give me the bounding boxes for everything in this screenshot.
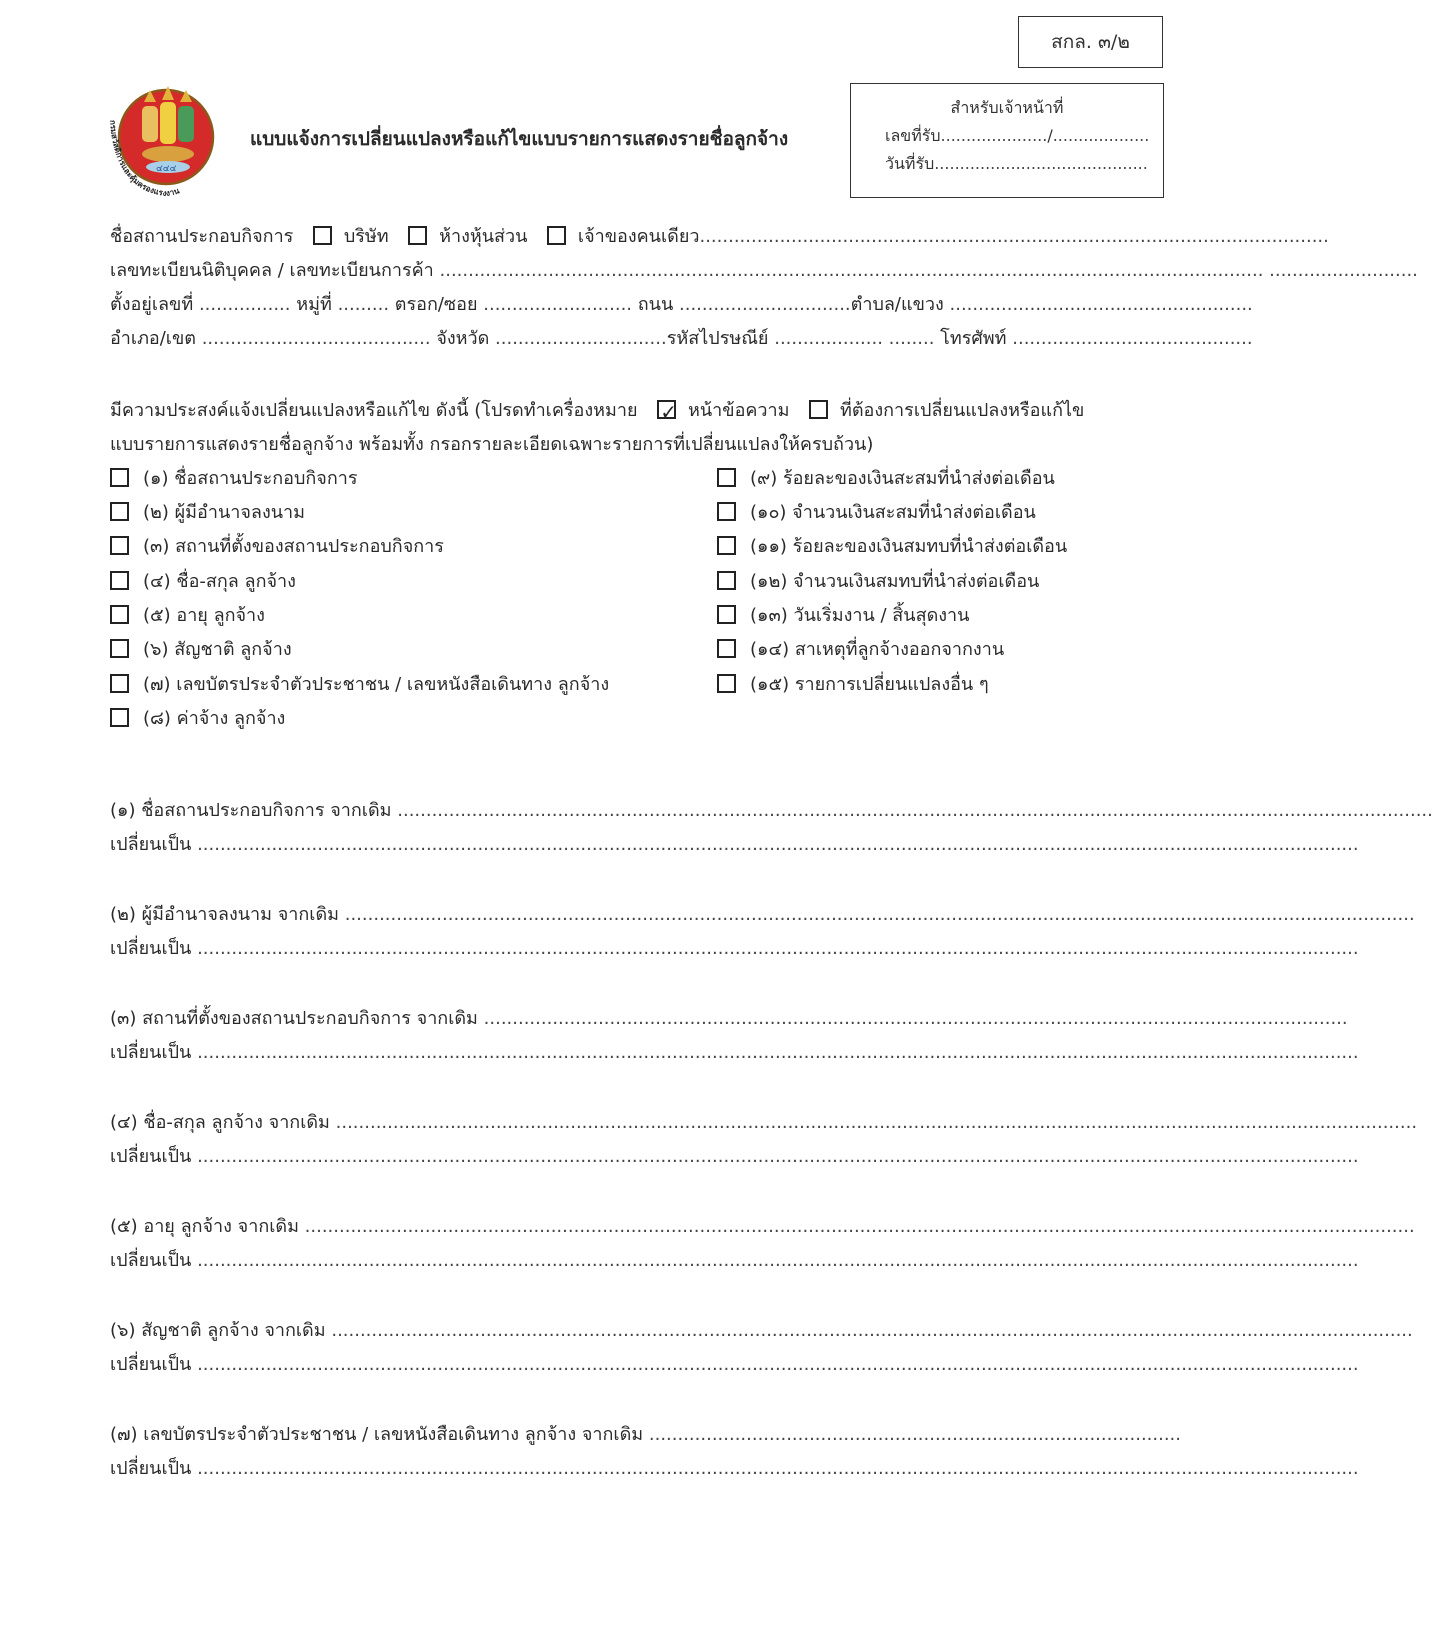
detail-3-from-row: (๓) สถานที่ตั้งของสถานประกอบกิจการ จากเดิม ....................................................................................................................................................... <box>110 1008 1348 1029</box>
type-sole-proprietor-checkbox[interactable] <box>547 226 566 245</box>
change-item-1[interactable]: (๑) ชื่อสถานประกอบกิจการ <box>110 462 358 496</box>
change-item-checkbox[interactable] <box>717 468 736 487</box>
change-item-checkbox[interactable] <box>110 571 129 590</box>
change-item-12[interactable]: (๑๒) จำนวนเงินสมทบที่นำส่งต่อเดือน <box>717 565 1039 599</box>
detail-2-from-field[interactable]: ........................................................................................................................................................................................... <box>344 904 1415 925</box>
change-item-3[interactable]: (๓) สถานที่ตั้งของสถานประกอบกิจการ <box>110 530 444 564</box>
change-item-5[interactable]: (๕) อายุ ลูกจ้าง <box>110 599 265 633</box>
detail-3-to-row: เปลี่ยนเป็น ........................................................................................................................................................................................................... <box>110 1042 1359 1063</box>
change-item-13[interactable]: (๑๓) วันเริ่มงาน / สิ้นสุดงาน <box>717 599 969 633</box>
officer-box-heading: สำหรับเจ้าหน้าที่ <box>950 98 1064 117</box>
change-item-10[interactable]: (๑๐) จำนวนเงินสะสมที่นำส่งต่อเดือน <box>717 496 1036 530</box>
change-item-15[interactable]: (๑๕) รายการเปลี่ยนแปลงอื่น ๆ <box>717 668 989 702</box>
detail-7-to-row: เปลี่ยนเป็น ........................................................................................................................................................................................................... <box>110 1458 1359 1479</box>
change-item-7[interactable]: (๗) เลขบัตรประจำตัวประชาชน / เลขหนังสือเดินทาง ลูกจ้าง <box>110 668 609 702</box>
detail-3-from-field[interactable]: ....................................................................................................................................................... <box>483 1008 1348 1029</box>
employer-name-field[interactable]: .............................................................................................................. <box>699 226 1329 247</box>
instruction-line-1: มีความประสงค์แจ้งเปลี่ยนแปลงหรือแก้ไข ดังนี้ (โปรดทำเครื่องหมาย ✓ หน้าข้อความ ที่ต้องการเปลี่ยนแปลงหรือแก้ไข <box>110 394 1165 428</box>
detail-2-to-field[interactable]: ........................................................................................................................................................................................................... <box>197 938 1359 959</box>
address-row-2: อำเภอ/เขต ........................................ จังหวัด ..............................รหัสไปรษณีย์ ................... ........ โทรศัพท์ .......................................... <box>110 328 1253 349</box>
detail-4-from-row: (๔) ชื่อ-สกุล ลูกจ้าง จากเดิม ............................................................................................................................................................................................. <box>110 1112 1418 1133</box>
detail-7-from-row: (๗) เลขบัตรประจำตัวประชาชน / เลขหนังสือเดินทาง ลูกจ้าง จากเดิม ............................................................................................. <box>110 1424 1181 1445</box>
type-company-checkbox[interactable] <box>313 226 332 245</box>
change-item-checkbox[interactable] <box>717 674 736 693</box>
house-number-field[interactable]: ................ <box>198 294 291 315</box>
employer-name-row: ชื่อสถานประกอบกิจการ บริษัท ห้างหุ้นส่วน เจ้าของคนเดียว.............................................................................................................. <box>110 226 1329 247</box>
address-row-1: ตั้งอยู่เลขที่ ................ หมู่ที่ ......... ตรอก/ซอย .......................... ถนน ..............................ตำบล/แขวง ..................................................... <box>110 294 1253 315</box>
change-item-checkbox[interactable] <box>110 502 129 521</box>
change-item-checkbox[interactable] <box>717 605 736 624</box>
form-code: สกล. ๓/๒ <box>1051 31 1130 53</box>
detail-6-to-row: เปลี่ยนเป็น ........................................................................................................................................................................................................... <box>110 1354 1359 1375</box>
detail-5-from-field[interactable]: .................................................................................................................................................................................................. <box>304 1216 1415 1237</box>
detail-3-to-field[interactable]: ........................................................................................................................................................................................................... <box>197 1042 1359 1063</box>
change-item-11[interactable]: (๑๑) ร้อยละของเงินสมทบที่นำส่งต่อเดือน <box>717 530 1067 564</box>
detail-1-from-row: (๑) ชื่อสถานประกอบกิจการ จากเดิม ..................................................................................................................................................................................... <box>110 800 1433 821</box>
detail-4-to-field[interactable]: ........................................................................................................................................................................................................... <box>197 1146 1359 1167</box>
receipt-number-row: เลขที่รับ...................../................... <box>885 126 1150 145</box>
detail-6-from-row: (๖) สัญชาติ ลูกจ้าง จากเดิม ............................................................................................................................................................................................. <box>110 1320 1413 1341</box>
change-item-checkbox[interactable] <box>110 674 129 693</box>
receipt-date-row: วันที่รับ.......................................... <box>885 154 1148 173</box>
district-field[interactable]: ........................................ <box>201 328 431 349</box>
change-item-checkbox[interactable] <box>110 536 129 555</box>
road-field[interactable]: .............................. <box>679 294 851 315</box>
change-item-checkbox[interactable] <box>717 536 736 555</box>
detail-5-to-row: เปลี่ยนเป็น ........................................................................................................................................................................................................... <box>110 1250 1359 1271</box>
detail-7-from-field[interactable]: ............................................................................................. <box>648 1424 1181 1445</box>
soi-field[interactable]: .......................... <box>483 294 633 315</box>
receipt-number-field[interactable]: ..................... <box>940 126 1048 145</box>
change-item-14[interactable]: (๑๔) สาเหตุที่ลูกจ้างออกจากงาน <box>717 633 1004 667</box>
change-item-checkbox[interactable] <box>717 571 736 590</box>
change-item-9[interactable]: (๙) ร้อยละของเงินสะสมที่นำส่งต่อเดือน <box>717 462 1055 496</box>
officer-use-box <box>850 83 1164 198</box>
type-partnership-checkbox[interactable] <box>408 226 427 245</box>
subdistrict-field[interactable]: ..................................................... <box>949 294 1253 315</box>
detail-1-to-field[interactable]: ........................................................................................................................................................................................................... <box>197 834 1359 855</box>
detail-5-from-row: (๕) อายุ ลูกจ้าง จากเดิม .................................................................................................................................................................................................. <box>110 1216 1415 1237</box>
form-title: แบบแจ้งการเปลี่ยนแปลงหรือแก้ไขแบบรายการแสดงรายชื่อลูกจ้าง <box>250 128 789 150</box>
receipt-date-field[interactable]: .......................................... <box>934 154 1148 173</box>
detail-5-to-field[interactable]: ........................................................................................................................................................................................................... <box>197 1250 1359 1271</box>
detail-7-to-field[interactable]: ........................................................................................................................................................................................................... <box>197 1458 1359 1479</box>
change-item-6[interactable]: (๖) สัญชาติ ลูกจ้าง <box>110 633 292 667</box>
form-code-box <box>1018 16 1163 68</box>
change-item-4[interactable]: (๔) ชื่อ-สกุล ลูกจ้าง <box>110 565 296 599</box>
change-item-checkbox[interactable] <box>717 639 736 658</box>
phone-field[interactable]: .......................................... <box>1012 328 1253 349</box>
checked-example-checkbox <box>657 400 676 419</box>
receipt-year-field[interactable]: ................... <box>1052 126 1150 145</box>
change-item-checkbox[interactable] <box>110 468 129 487</box>
detail-6-to-field[interactable]: ........................................................................................................................................................................................................... <box>197 1354 1359 1375</box>
registration-row: เลขทะเบียนนิติบุคคล / เลขทะเบียนการค้า ................................................................................................................................................ .......................... <box>110 260 1418 281</box>
registration-number-field[interactable]: ................................................................................................................................................ .......................... <box>439 260 1418 281</box>
svg-text:กรมสวัสดิการและคุ้มครองแรงงาน: กรมสวัสดิการและคุ้มครองแรงงาน <box>107 119 181 199</box>
province-field[interactable]: .............................. <box>495 328 667 349</box>
moo-field[interactable]: ......... <box>337 294 390 315</box>
detail-6-from-field[interactable]: ............................................................................................................................................................................................. <box>331 1320 1413 1341</box>
detail-2-to-row: เปลี่ยนเป็น ........................................................................................................................................................................................................... <box>110 938 1359 959</box>
svg-text:๔๔๔: ๔๔๔ <box>156 164 177 174</box>
change-item-checkbox[interactable] <box>717 502 736 521</box>
change-item-2[interactable]: (๒) ผู้มีอำนาจลงนาม <box>110 496 305 530</box>
detail-1-to-row: เปลี่ยนเป็น ........................................................................................................................................................................................................... <box>110 834 1359 855</box>
instruction-line-2: แบบรายการแสดงรายชื่อลูกจ้าง พร้อมทั้ง กรอกรายละเอียดเฉพาะรายการที่เปลี่ยนแปลงให้ครบถ้วน) <box>110 434 874 455</box>
change-item-checkbox[interactable] <box>110 708 129 727</box>
change-item-8[interactable]: (๘) ค่าจ้าง ลูกจ้าง <box>110 702 285 736</box>
detail-4-from-field[interactable]: ............................................................................................................................................................................................. <box>335 1112 1418 1133</box>
change-item-checkbox[interactable] <box>110 605 129 624</box>
detail-2-from-row: (๒) ผู้มีอำนาจลงนาม จากเดิม ........................................................................................................................................................................................... <box>110 904 1415 925</box>
detail-1-from-field[interactable]: ..................................................................................................................................................................................... <box>397 800 1433 821</box>
department-logo <box>104 82 229 200</box>
detail-4-to-row: เปลี่ยนเป็น ........................................................................................................................................................................................................... <box>110 1146 1359 1167</box>
unchecked-example-checkbox <box>809 400 828 419</box>
change-item-checkbox[interactable] <box>110 639 129 658</box>
postcode-field[interactable]: ................... ........ <box>774 328 935 349</box>
